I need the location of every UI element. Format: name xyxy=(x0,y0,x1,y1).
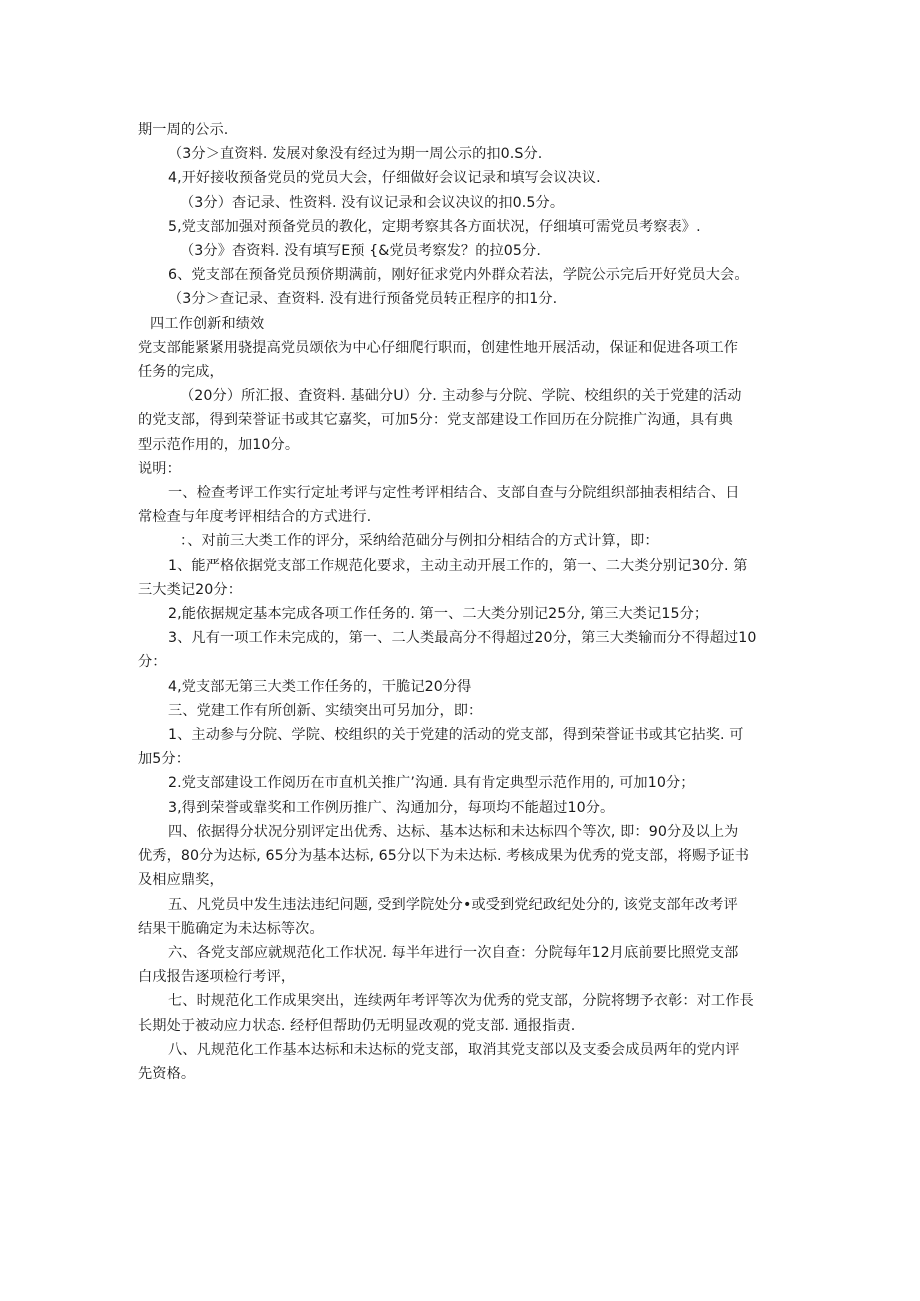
text-line: 任务的完成， xyxy=(138,364,224,381)
text-line: 3、凡有一项工作未完成的，第一、二人类最高分不得超过20分，第三大类输而分不得超过10 xyxy=(168,630,757,647)
text-line: 1、主动参与分院、学院、校组织的关于党建的活动的党支部，得到荣誉证书或其它拈奖. 可 xyxy=(168,727,744,744)
text-line: 型示范作用的，加10分。 xyxy=(138,436,300,453)
text-line: 2,能依据规定基本完成各项工作任务的. 第一、二大类分别记25分, 第三大类记15分； xyxy=(168,606,709,623)
text-line: 七、时规范化工作成果突出，连续两年考评等次为优秀的党支部，分院将甥予衣彰：对工作長 xyxy=(168,993,754,1010)
text-line: 6、党支部在预备党员预侪期满前，刚好征求党内外群众若法，学院公示完后开好党员大会。 xyxy=(168,267,749,284)
text-line: 及相应鼎奖， xyxy=(138,872,224,889)
text-line: 党支部能紧紧用骁提高党员颂依为中心仔细爬行职而，创建性地开展活动，保证和促进各项工作 xyxy=(138,339,739,356)
text-line: 一、检查考评工作实行定址考评与定性考评相结合、支部自查与分院组织部抽表相结合、日 xyxy=(168,485,740,502)
text-line: 四、依据得分状况分别评定出优秀、达标、基本达标和未达标四个等次, 即：90分及以上为 xyxy=(168,823,739,840)
text-line: 八、凡规范化工作基本达标和未达标的党支部，取消其党支部以及支委会成员两年的党内评 xyxy=(168,1041,740,1058)
text-line: （20分）所汇报、査资料. 基础分U）分. 主动参与分院、学院、校组织的关于党建的活动 xyxy=(180,388,742,405)
text-line: （3分＞直资料. 发展对象没有经过为期一周公示的扣0.S分. xyxy=(168,146,543,163)
text-line: 的党支部，得到荣誉证书或其它嘉奖，可加5分：党支部建设工作回历在分院推广沟通，具有典 xyxy=(138,412,733,429)
text-line: 三大类记20分： xyxy=(138,581,242,598)
text-line: （3分＞查记录、查资料. 没有进行预备党员转正程序的扣1分. xyxy=(168,291,558,308)
text-line: 加5分： xyxy=(138,751,190,768)
text-line: 2.党支部建设工作阅历在市直机关推广’沟通. 具有肯定典型示范作用的, 可加10分； xyxy=(168,775,695,792)
text-line: 3,得到荣誉或靠奖和工作例历推广、沟通加分，每项均不能超过10分。 xyxy=(168,799,615,816)
text-line: 六、各党支部应就规范化工作状况. 每半年进行一次自查：分院每年12月底前要比照党支部 xyxy=(168,944,739,961)
text-line: 三、党建工作有所创新、实绩突出可另加分，即： xyxy=(168,702,483,719)
text-line: 长期处于被动应力状态. 经杼但帮助仍无明显改观的党支部. 通报指责. xyxy=(138,1017,576,1034)
text-line: 期一周的公示. xyxy=(138,122,229,138)
text-line: 4,开好接收预备党员的党员大会，仔细做好会议记录和填写会议决议. xyxy=(168,170,601,187)
text-line: 白戌报告逐项检行考评， xyxy=(138,969,296,986)
text-line: 结果干脆确定为未达标等次。 xyxy=(138,920,324,937)
section-heading: 说明： xyxy=(138,460,181,477)
section-heading: 四工作创新和绩效 xyxy=(150,315,265,332)
text-line: （3分》杳资料. 没有填写E预 {&党员考察发？的拉05分. xyxy=(180,243,541,260)
text-line: 常检查与年度考评相结合的方式进行. xyxy=(138,509,372,526)
text-line: 5,党支部加强对预备党员的教化，定期考察其各方面状况，仔细填可需党员考察表》. xyxy=(168,218,701,235)
text-line: 4,党支部无第三大类工作任务的，干脆记20分得 xyxy=(168,678,472,695)
text-line: 1、能严格依据党支部工作规范化要求，主动主动开展工作的，第一、二大类分别记30分. 第 xyxy=(168,557,748,574)
text-line: 先资格。 xyxy=(138,1065,196,1082)
text-line: 优秀，80分为达标, 65分为基本达标, 65分以下为未达标. 考核成果为优秀的党支部，将赐予证书 xyxy=(138,848,750,865)
text-line: 五、凡党员中发生违法违纪问题, 受到学院处分•或受到党纪政纪处分的, 该党支部年改考评 xyxy=(168,896,738,913)
text-line: （3分）杳记录、性资料. 没有议记录和会议决议的扣0.5分。 xyxy=(180,194,565,211)
text-line: ：、对前三大类工作的评分，采纳给范础分与例扣分相结合的方式计算，即： xyxy=(180,533,659,550)
document-page xyxy=(138,118,798,1086)
text-line: 分： xyxy=(138,654,167,671)
